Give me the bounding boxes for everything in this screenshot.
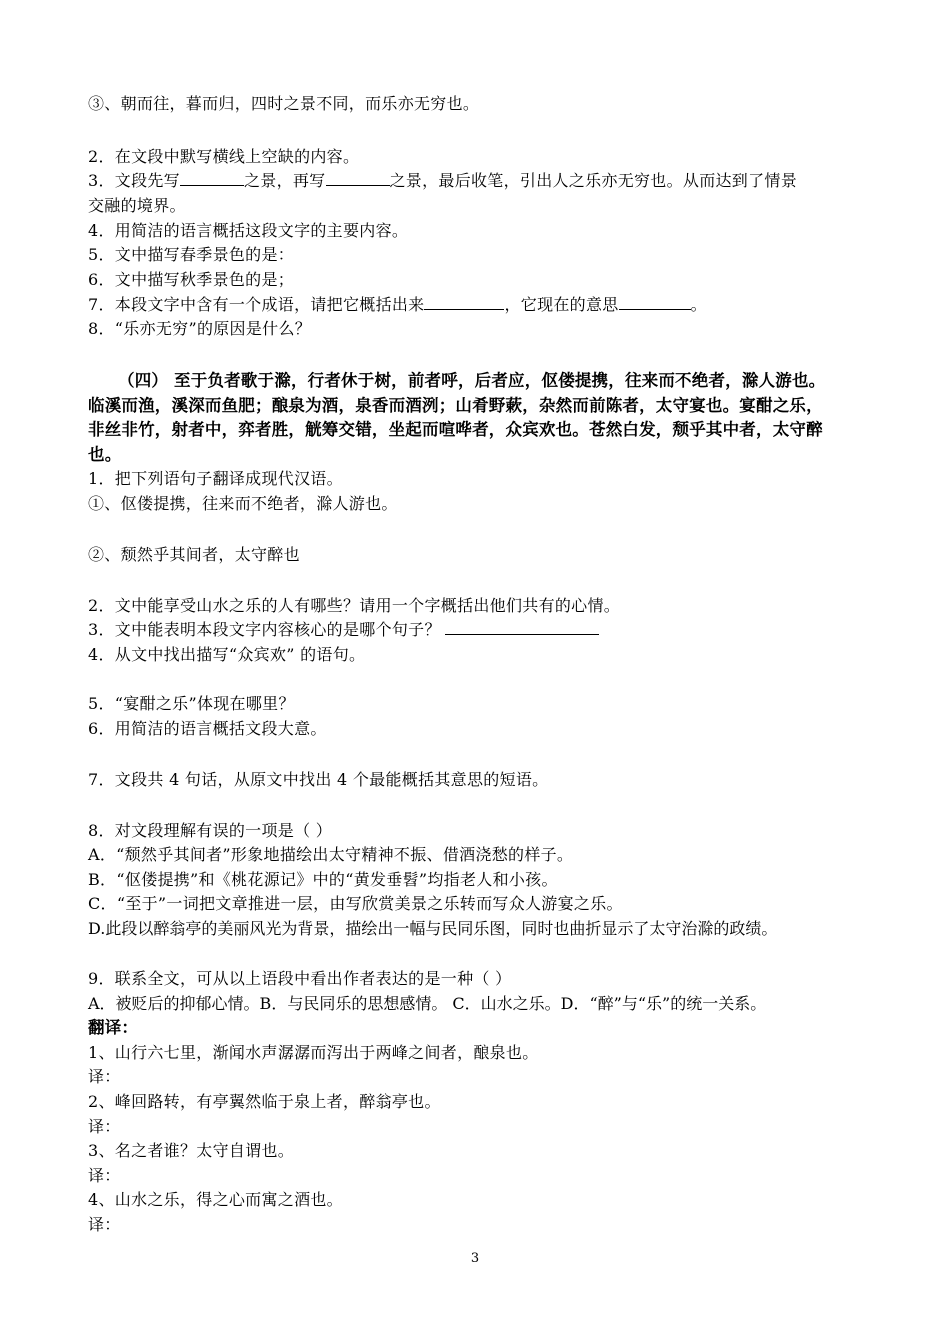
section3-question-2: 2．在文段中默写横线上空缺的内容。 [88,147,360,166]
section4-question-6: 6．用简洁的语言概括文段大意。 [88,719,327,738]
translation-label: 译： [88,1117,121,1136]
question-9-options: A．被贬后的抑郁心情。B．与民同乐的思想感情。 C．山水之乐。D．“醉”与“乐”的统一关系。 [88,994,767,1013]
answer-blank[interactable] [445,619,599,635]
translation-heading: 翻译： [88,1018,139,1037]
section4-question-1-item1: ①、伛偻提携，往来而不绝者，滁人游也。 [88,494,398,513]
translation-item: 4、山水之乐，得之心而寓之酒也。 [88,1190,343,1209]
section4-question-8: 8．对文段理解有误的一项是（ ） [88,821,333,840]
answer-blank[interactable] [326,170,390,186]
translation-item: 3、名之者谁？太守自谓也。 [88,1141,295,1160]
section4-question-9: 9．联系全文，可从以上语段中看出作者表达的是一种（ ） [88,969,512,988]
section4-passage-line: 临溪而渔，溪深而鱼肥；酿泉为酒，泉香而酒洌；山肴野蔌，杂然而前陈者，太守宴也。宴酣之乐， [88,396,823,415]
section4-question-1-item2: ②、颓然乎其间者，太守醉也 [88,545,300,564]
section4-question-4: 4．从文中找出描写“众宾欢” 的语句。 [88,645,366,664]
translation-item: 2、峰回路转，有亭翼然临于泉上者，醉翁亭也。 [88,1092,441,1111]
page-number: 3 [470,1251,480,1266]
section3-question-7: 7．本段文字中含有一个成语，请把它概括出来 ，它现在的意思 。 [88,295,707,314]
section4-passage-line: （四） 至于负者歌于滁，行者休于树，前者呼，后者应，伛偻提携，往来而不绝者，滁人游也。 [118,371,826,390]
section4-question-5: 5．“宴酣之乐”体现在哪里？ [88,694,295,713]
section4-passage-line: 非丝非竹，射者中，弈者胜，觥筹交错，坐起而喧哗者，众宾欢也。苍然白发，颓乎其中者，太守醉 [88,420,823,439]
section3-item3: ③、朝而往，暮而归，四时之景不同，而乐亦无穷也。 [88,94,480,113]
translation-label: 译： [88,1215,121,1234]
answer-blank[interactable] [180,170,244,186]
section4-question-7: 7．文段共 4 句话，从原文中找出 4 个最能概括其意思的短语。 [88,770,549,789]
section3-question-6: 6．文中描写秋季景色的是； [88,270,295,289]
section4-question-2: 2．文中能享受山水之乐的人有哪些？请用一个字概括出他们共有的心情。 [88,596,621,615]
translation-label: 译： [88,1067,121,1086]
translation-label: 译： [88,1166,121,1185]
section4-question-3: 3．文中能表明本段文字内容核心的是哪个句子？ [88,619,599,641]
option-d: D.此段以醉翁亭的美丽风光为背景，描绘出一幅与民同乐图，同时也曲折显示了太守治滁的政绩。 [88,919,778,938]
section3-question-3: 3．文段先写 之景，再写 之景，最后收笔，引出人之乐亦无穷也。从而达到了情景 [88,171,798,190]
section4-question-1: 1．把下列语句子翻译成现代汉语。 [88,469,343,488]
translation-item: 1、山行六七里，渐闻水声潺潺而泻出于两峰之间者，酿泉也。 [88,1043,539,1062]
answer-blank[interactable] [424,294,504,310]
section3-question-8: 8．“乐亦无穷”的原因是什么？ [88,319,312,338]
section4-passage-line: 也。 [88,445,122,464]
option-b: B．“伛偻提携”和《桃花源记》中的“黄发垂髫”均指老人和小孩。 [88,870,558,889]
section3-question-4: 4．用简洁的语言概括这段文字的主要内容。 [88,221,409,240]
section3-question-3-cont: 交融的境界。 [88,196,186,215]
answer-blank[interactable] [619,294,691,310]
section3-question-5: 5．文中描写春季景色的是： [88,245,295,264]
option-a: A．“颓然乎其间者”形象地描绘出太守精神不振、借酒浇愁的样子。 [88,845,574,864]
option-c: C．“至于”一词把文章推进一层，由写欣赏美景之乐转而写众人游宴之乐。 [88,894,623,913]
